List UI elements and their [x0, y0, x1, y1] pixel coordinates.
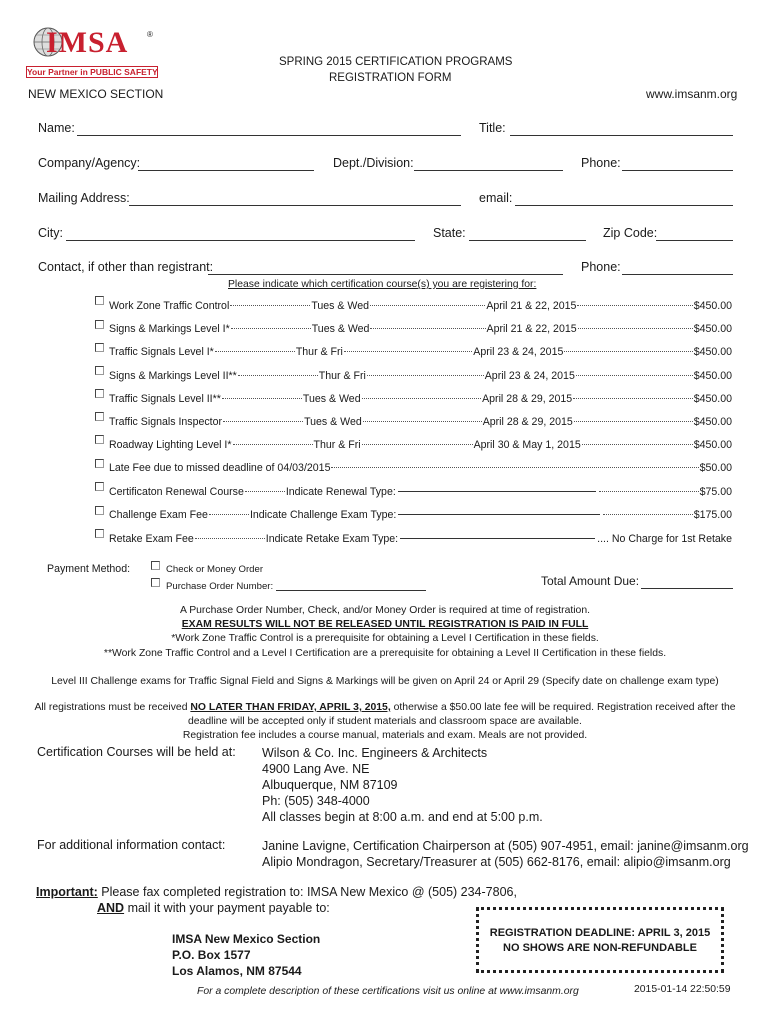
important-line-2: AND mail it with your payment payable to: [97, 901, 330, 915]
note-fee-includes: Registration fee includes a course manual, materials and exam. Meals are not provided. [182, 730, 588, 741]
important-line: Important: Please fax completed registration to: IMSA New Mexico @ (505) 234-7806, [36, 885, 517, 899]
mail-address: IMSA New Mexico Section P.O. Box 1577 Los Alamos, NM 87544 [172, 932, 321, 978]
mailing-label: Mailing Address: [38, 191, 130, 205]
note-level3: Level III Challenge exams for Traffic Signal Field and Signs & Markings will be given on April 24 or April 29 (Specify date on challenge exam type) [51, 676, 719, 687]
logo-text: IMSA [46, 26, 129, 59]
zip-label: Zip Code: [603, 226, 658, 240]
contact-info-label: For additional information contact: [37, 838, 226, 852]
retake-row: Retake Exam Fee Indicate Retake Exam Type: .... No Charge for 1st Retake [109, 533, 732, 545]
renewal-checkbox[interactable] [95, 482, 104, 491]
course-row: Roadway Lighting Level I* Thur & Fri April 30 & May 1, 2015 $450.00 [109, 439, 733, 451]
note-prereq-level1: *Work Zone Traffic Control is a prerequisite for obtaining a Level I Certification in these fields. [171, 633, 599, 644]
purchase-order-input[interactable] [276, 590, 426, 591]
course-checkbox-4[interactable] [95, 366, 104, 375]
retake-type-input[interactable] [400, 538, 595, 539]
purchase-order-label: Purchase Order Number: [166, 581, 274, 592]
contact-label: Contact, if other than registrant: [38, 260, 214, 274]
course-checkbox-3[interactable] [95, 343, 104, 352]
website: www.imsanm.org [646, 87, 738, 101]
name-input[interactable] [77, 135, 461, 136]
logo-tagline: Your Partner in PUBLIC SAFETY [27, 67, 158, 77]
payment-label: Payment Method: [47, 563, 131, 575]
deadline-box [476, 907, 724, 973]
course-row: Traffic Signals Level I* Thur & Fri April 23 & 24, 2015 $450.00 [109, 346, 732, 358]
challenge-type-input[interactable] [398, 514, 599, 515]
email-label: email: [479, 191, 513, 205]
late-fee-checkbox[interactable] [95, 459, 104, 468]
city-input[interactable] [66, 240, 415, 241]
dept-label: Dept./Division: [333, 156, 414, 170]
renewal-type-input[interactable] [398, 491, 596, 492]
title-input[interactable] [510, 135, 733, 136]
retake-checkbox[interactable] [95, 529, 104, 538]
company-label: Company/Agency: [38, 156, 141, 170]
late-fee-row: Late Fee due to missed deadline of 04/03/2015 $50.00 [109, 462, 732, 474]
mailing-input[interactable] [129, 205, 461, 206]
course-row: Traffic Signals Level II** Tues & Wed April 28 & 29, 2015 $450.00 [109, 393, 732, 405]
course-checkbox-7[interactable] [95, 435, 104, 444]
contact-phone-input[interactable] [622, 274, 733, 275]
note-exam-results: EXAM RESULTS WILL NOT BE RELEASED UNTIL REGISTRATION IS PAID IN FULL [181, 619, 589, 630]
total-due-input[interactable] [641, 588, 733, 589]
check-money-order-checkbox[interactable] [151, 561, 160, 570]
phone-input[interactable] [622, 170, 733, 171]
no-refund-text: NO SHOWS ARE NON-REFUNDABLE [503, 942, 697, 954]
timestamp: 2015-01-14 22:50:59 [634, 984, 731, 995]
email-input[interactable] [515, 205, 733, 206]
contact-info: Janine Lavigne, Certification Chairperson at (505) 907-4951, email: janine@imsanm.org Alipio Mondragon, Secretary/Treasurer at (505) 662-8176, email: alipio@imsanm.org [262, 839, 749, 869]
location-address: Wilson & Co. Inc. Engineers & Architects 4900 Lang Ave. NE Albuquerque, NM 87109 Ph: (505) 348-4000 All classes begin at 8:00 a.m. and end at 5:00 p.m. [262, 746, 543, 824]
course-row: Work Zone Traffic Control Tues & Wed April 21 & 22, 2015 $450.00 [109, 300, 733, 312]
phone-label: Phone: [581, 156, 621, 170]
footer-note: For a complete description of these certifications visit us online at www.imsanm.org [197, 986, 579, 997]
purchase-order-checkbox[interactable] [151, 578, 160, 587]
note-deadline-cont: deadline will be accepted only if student materials and classroom space are available. [188, 716, 582, 727]
course-row: Traffic Signals Inspector Tues & Wed April 28 & 29, 2015 $450.00 [109, 416, 733, 428]
challenge-checkbox[interactable] [95, 506, 104, 515]
name-label: Name: [38, 121, 75, 135]
contact-input[interactable] [208, 274, 563, 275]
course-row: Signs & Markings Level II** Thur & Fri April 23 & 24, 2015 $450.00 [109, 370, 732, 382]
city-label: City: [38, 226, 63, 240]
courses-intro: Please indicate which certification course(s) you are registering for: [228, 279, 537, 290]
state-label: State: [433, 226, 466, 240]
course-checkbox-1[interactable] [95, 296, 104, 305]
renewal-row: Certificaton Renewal Course Indicate Renewal Type: $75.00 [109, 486, 732, 498]
course-checkbox-6[interactable] [95, 412, 104, 421]
total-due-label: Total Amount Due: [541, 574, 640, 588]
form-title-line1: SPRING 2015 CERTIFICATION PROGRAMS [279, 56, 513, 68]
location-label: Certification Courses will be held at: [37, 745, 236, 759]
course-row: Signs & Markings Level I* Tues & Wed April 21 & 22, 2015 $450.00 [109, 323, 733, 335]
challenge-row: Challenge Exam Fee Indicate Challenge Exam Type: $175.00 [109, 509, 732, 521]
note-payment-required: A Purchase Order Number, Check, and/or Money Order is required at time of registration. [179, 605, 591, 616]
contact-phone-label: Phone: [581, 260, 621, 274]
section-name: NEW MEXICO SECTION [28, 87, 164, 101]
note-deadline: All registrations must be received NO LATER THAN FRIDAY, APRIL 3, 2015, otherwise a $50.00 late fee will be required. Registration received after the [34, 702, 736, 713]
zip-input[interactable] [656, 240, 733, 241]
registered-mark: ® [147, 30, 153, 39]
title-label: Title: [479, 121, 506, 135]
course-checkbox-5[interactable] [95, 389, 104, 398]
state-input[interactable] [469, 240, 586, 241]
dept-input[interactable] [414, 170, 563, 171]
company-input[interactable] [138, 170, 314, 171]
course-checkbox-2[interactable] [95, 320, 104, 329]
form-title-line2: REGISTRATION FORM [329, 72, 452, 84]
note-prereq-level2: **Work Zone Traffic Control and a Level I Certification are a prerequisite for obtaining a Level II Certification in these fields. [103, 648, 667, 659]
check-money-order-label: Check or Money Order [166, 564, 264, 575]
deadline-text: REGISTRATION DEADLINE: APRIL 3, 2015 [489, 927, 711, 939]
